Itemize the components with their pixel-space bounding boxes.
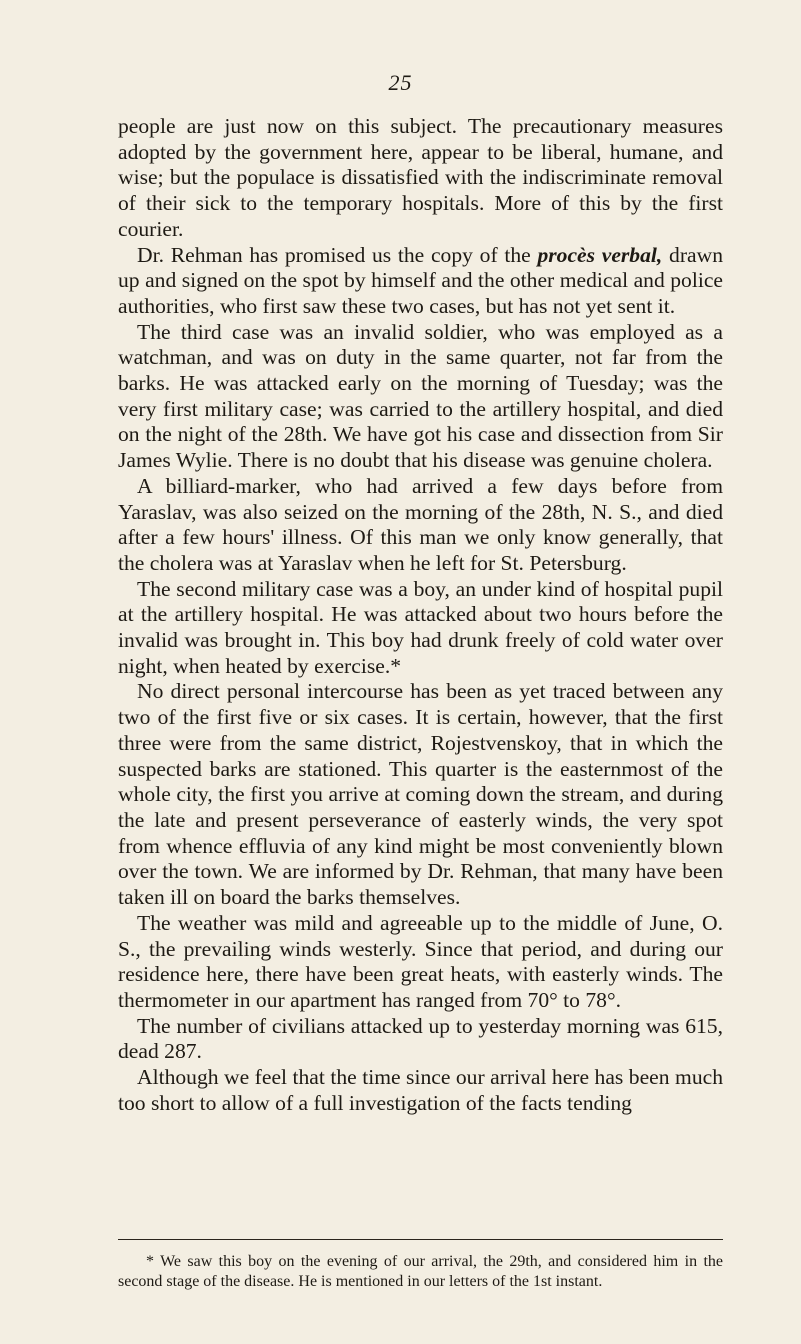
paragraph-8: The number of civilians attacked up to yesterday morning was 615, dead 287. xyxy=(118,1013,723,1064)
paragraph-2-before: Dr. Rehman has promised us the copy of the xyxy=(137,242,538,267)
paragraph-7: The weather was mild and agreeable up to the middle of June, O. S., the prevailing winds westerly. Since that period, and during our residence here, there have been great heats, with easterly winds. The thermometer in our apartment has ranged from 70° to 78°. xyxy=(118,910,723,1012)
paragraph-4: A billiard-marker, who had arrived a few days before from Yaraslav, was also seized on the morning of the 28th, N. S., and died after a few hours' illness. Of this man we only know generally, that the cholera was at Yaraslav when he left for St. Petersburg. xyxy=(118,473,723,575)
paragraph-6: No direct personal intercourse has been as yet traced between any two of the first five or six cases. It is certain, however, that the first three were from the same district, Rojestvenskoy, that in which the suspected barks are stationed. This quarter is the easternmost of the whole city, the first you arrive at coming down the stream, and during the late and present perseverance of easterly winds, the very spot from whence effluvia of any kind might be most conveniently blown over the town. We are informed by Dr. Rehman, that many have been taken ill on board the barks themselves. xyxy=(118,679,723,910)
footnote: * We saw this boy on the evening of our arrival, the 29th, and considered him in the second stage of the disease. He is mentioned in our letters of the 1st instant. xyxy=(118,1253,723,1290)
paragraph-2 xyxy=(118,243,723,320)
paragraph-1: people are just now on this subject. The precautionary measures adopted by the government here, appear to be liberal, humane, and wise; but the populace is dissatisfied with the indiscriminate removal of their sick to the temporary hospitals. More of this by the first courier. xyxy=(118,114,723,241)
paragraph-9: Although we feel that the time since our arrival here has been much too short to allow of a full investigation of the facts tending xyxy=(118,1065,723,1115)
footnote-divider xyxy=(118,1239,723,1240)
paragraph-2-after: drawn up and signed on the spot by himself and the other medical and police authorities, who first saw these two cases, but has not yet sent it. xyxy=(118,242,723,318)
paragraph-3: The third case was an invalid soldier, who was employed as a watchman, and was on duty in the same quarter, not far from the barks. He was attacked early on the morning of Tuesday; was the very first military case; was carried to the artillery hospital, and died on the night of the 28th. We have got his case and dissection from Sir James Wylie. There is no doubt that his disease was genuine cholera. xyxy=(118,319,723,473)
page-number: 25 xyxy=(388,70,413,95)
paragraph-5: The second military case was a boy, an under kind of hospital pupil at the artillery hospital. He was attacked about two hours before the invalid was brought in. This boy had drunk freely of cold water over night, when heated by exercise.* xyxy=(118,576,723,678)
paragraph-2-italic: procès verbal, xyxy=(537,242,663,267)
body-text xyxy=(118,114,723,1116)
